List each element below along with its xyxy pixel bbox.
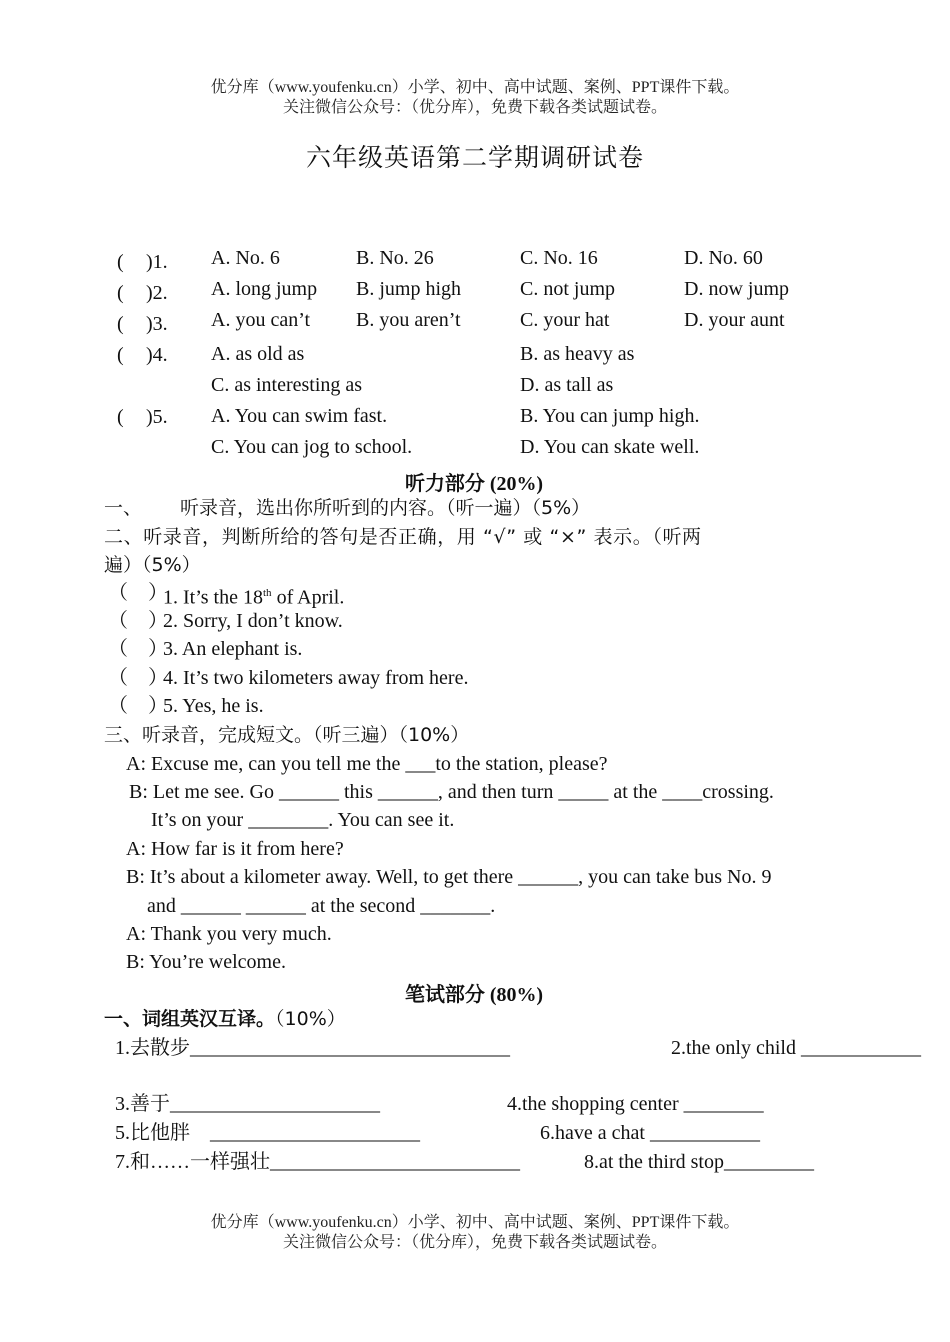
written-section-1-heading: 一、词组英汉互译。（10%） [104,1008,346,1030]
option-a: A. long jump [211,278,318,300]
written-heading: 笔试部分 (80%) [405,984,544,1006]
judge-bracket[interactable]: （ ） [108,638,168,660]
option-d: D. No. 60 [684,247,763,269]
section-2-instruction: 二、听录音，判断所给的答句是否正确，用 “√” 或 “×” 表示。（听两 [104,526,702,548]
judge-bracket[interactable]: （ ） [108,695,168,717]
option-a: A. as old as [211,343,305,365]
section-3-instruction: 三、听录音，完成短文。（听三遍）（10%） [104,724,470,746]
header-line-2: 关注微信公众号：（优分库），免费下载各类试题试卷。 [282,99,667,116]
dialogue-line: B: Let me see. Go ______ this ______, and then turn _____ at the ____crossing. [129,781,774,803]
translation-item-2[interactable]: 2.the only child ____________ [671,1037,921,1059]
option-b: B. as heavy as [520,343,635,365]
question-number: )2. [146,282,168,304]
option-b: B. jump high [356,278,462,300]
footer-line-1: 优分库（www.youfenku.cn）小学、初中、高中试题、案例、PPT课件下载。 [210,1214,740,1231]
question-number: )5. [146,406,168,428]
option-b: B. You can jump high. [520,405,700,427]
option-c: C. as interesting as [211,374,363,396]
judge-item-1: 1. It’s the 18th of April. [163,586,345,609]
translation-item-1[interactable]: 1.去散步________________________________ [115,1037,510,1059]
option-d: D. as tall as [520,374,614,396]
judge-bracket[interactable]: （ ） [108,610,168,632]
dialogue-line: B: It’s about a kilometer away. Well, to get there ______, you can take bus No. 9 [126,866,772,888]
dialogue-line: and ______ ______ at the second _______. [147,895,496,917]
translation-item-8[interactable]: 8.at the third stop_________ [584,1151,814,1173]
section-1-number: 一、 [104,497,143,519]
translation-item-4[interactable]: 4.the shopping center ________ [507,1093,764,1115]
option-c: C. You can jog to school. [211,436,413,458]
option-d: D. You can skate well. [520,436,700,458]
dialogue-line: A: How far is it from here? [126,838,344,860]
header-line-1: 优分库（www.youfenku.cn）小学、初中、高中试题、案例、PPT课件下载。 [210,79,740,96]
section-2-instruction-cont: 遍）（5%） [104,554,201,576]
answer-bracket[interactable]: ( [117,282,124,304]
translation-item-3[interactable]: 3.善于_____________________ [115,1093,380,1115]
option-a: A. You can swim fast. [211,405,388,427]
judge-item-4: 4. It’s two kilometers away from here. [163,667,469,689]
translation-item-7[interactable]: 7.和……一样强壮_________________________ [115,1151,520,1173]
option-b: B. you aren’t [356,309,461,331]
judge-item-2: 2. Sorry, I don’t know. [163,610,343,632]
section-1-instruction: 听录音，选出你所听到的内容。（听一遍）（5%） [180,497,591,519]
option-a: A. No. 6 [211,247,280,269]
judge-bracket[interactable]: （ ） [108,667,168,689]
listening-heading: 听力部分 (20%) [405,473,544,495]
option-d: D. now jump [684,278,789,300]
footer-line-2: 关注微信公众号：（优分库），免费下载各类试题试卷。 [282,1234,667,1251]
option-b: B. No. 26 [356,247,434,269]
option-c: C. No. 16 [520,247,598,269]
translation-item-6[interactable]: 6.have a chat ___________ [540,1122,760,1144]
option-c: C. your hat [520,309,610,331]
page-title: 六年级英语第二学期调研试卷 [305,143,644,172]
dialogue-line: B: You’re welcome. [126,951,286,973]
answer-bracket[interactable]: ( [117,313,124,335]
option-a: A. you can’t [211,309,311,331]
answer-bracket[interactable]: ( [117,251,124,273]
judge-bracket[interactable]: （ ） [108,582,168,604]
judge-item-3: 3. An elephant is. [163,638,303,660]
dialogue-line: A: Excuse me, can you tell me the ___to the station, please? [126,753,608,775]
answer-bracket[interactable]: ( [117,406,124,428]
translation-item-5[interactable]: 5.比他胖 _____________________ [115,1122,420,1144]
answer-bracket[interactable]: ( [117,344,124,366]
option-d: D. your aunt [684,309,785,331]
option-c: C. not jump [520,278,616,300]
question-number: )3. [146,313,168,335]
question-number: )1. [146,251,168,273]
dialogue-line: It’s on your ________. You can see it. [151,809,455,831]
judge-item-5: 5. Yes, he is. [163,695,264,717]
dialogue-line: A: Thank you very much. [126,923,332,945]
question-number: )4. [146,344,168,366]
